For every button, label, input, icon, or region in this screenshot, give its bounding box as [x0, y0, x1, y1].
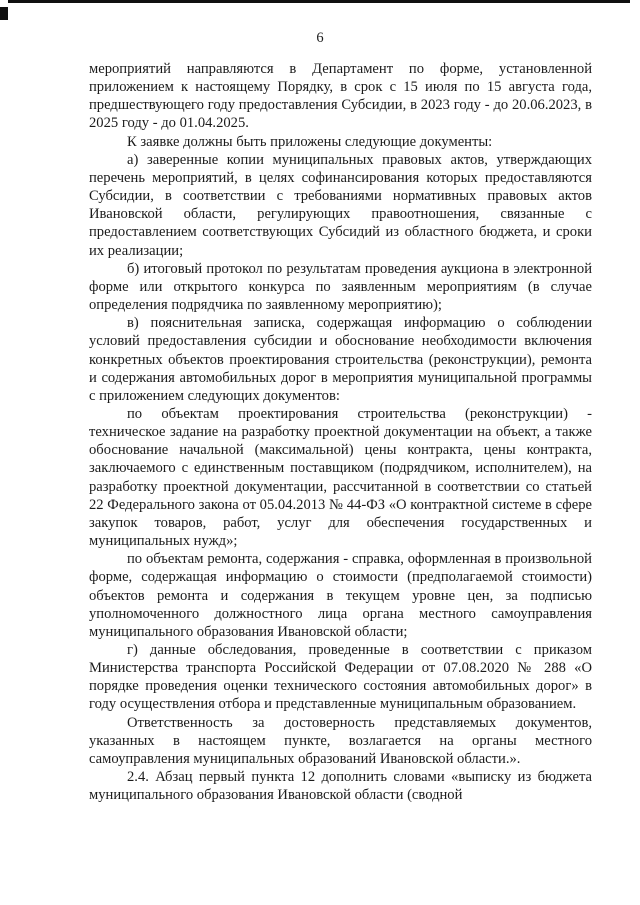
paragraph-item-b: б) итоговый протокол по результатам проведения аукциона в электронной форме или открытого конкурса по заявленным мероприятиям (в случае определения подрядчика по заявленному мероприятию); — [89, 260, 592, 314]
paragraph-item-v: в) пояснительная записка, содержащая информацию о соблюдении условий предоставления субсидии и обоснование необходимости включения конкретных объектов проектирования строительства (реконструкции), ремонта и содержания автомобильных дорог в мероприятия муниципальной программы с приложением следующих документов: — [89, 315, 592, 404]
paragraph-continuation: мероприятий направляются в Департамент по форме, установленной приложением к настоящему Порядку, в срок с 15 июля по 15 августа года, предшествующего году предоставления Субсидии, в 2023 году - до 20.06.2023, в 2025 году - до 01.04.2025. — [89, 61, 592, 132]
paragraph-clause-2-4: 2.4. Абзац первый пункта 12 дополнить словами «выписку из бюджета муниципального образования Ивановской области (сводной — [89, 769, 592, 804]
scan-top-edge-line — [8, 0, 630, 3]
scan-left-edge-mark — [0, 7, 8, 20]
document-content — [89, 60, 592, 804]
page-number: 6 — [316, 30, 324, 46]
paragraph-repair-objects: по объектам ремонта, содержания - справка, оформленная в произвольной форме, содержащая информацию о стоимости (предполагаемой стоимости) объектов ремонта и содержания в текущем уровне цен, за подписью уполномоченного должностного лица органа местного самоуправления муниципального образования Ивановской области; — [89, 551, 592, 640]
paragraph-responsibility: Ответственность за достоверность представляемых документов, указанных в настоящем пункте, возлагается на органы местного самоуправления муниципальных образований Ивановской области.». — [89, 714, 592, 767]
paragraph-item-a: а) заверенные копии муниципальных правовых актов, утверждающих перечень мероприятий, в целях софинансирования которых предоставляются Субсидии, в соответствии с требованиями нормативных правовых актов Ивановской области, регулирующих правоотношения, связанные с предоставлением соответствующих Субсидий из областного бюджета, и сроки их реализации; — [89, 151, 592, 259]
paragraph: К заявке должны быть приложены следующие документы: — [127, 133, 493, 150]
paragraph-design-objects: по объектам проектирования строительства (реконструкции) - техническое задание на разработку проектной документации на объект, а также обоснование начальной (максимальной) цены контракта, цены контракта, заключаемого с единственным поставщиком (подрядчиком, исполнителем), на разработку проектной документации, рассчитанной в соответствии со статьей 22 Федерального закона от 05.04.2013 № 44-ФЗ «О контрактной системе в сфере закупок товаров, работ, услуг для обеспечения государственных и муниципальных нужд»; — [89, 405, 592, 550]
paragraph-item-g: г) данные обследования, проведенные в соответствии с приказом Министерства транспорта Российской Федерации от 07.08.2020 № 288 «О порядке проведения оценки технического состояния автомобильных дорог» в году осуществления отбора и представленные муниципальным образованием. — [89, 642, 592, 713]
